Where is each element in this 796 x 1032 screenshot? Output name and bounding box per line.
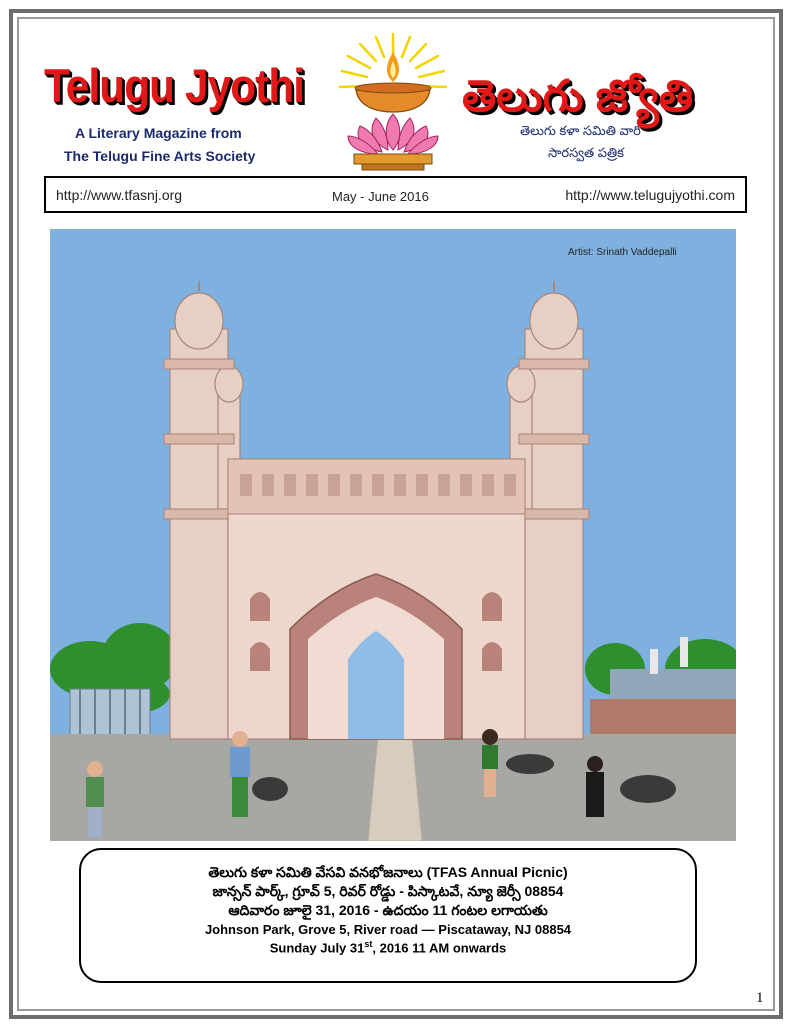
notice-line3: ఆదివారం జూలై 31, 2016 - ఉదయం 11 గంటల లగాయతు [228,902,548,918]
person-far-left [86,761,104,837]
notice-line2: జాన్సన్ పార్క్, గ్రూవ్ 5, రివర్ రోడ్డు - పిస్కాటవే, న్యూ జెర్సీ 08854 [212,883,564,899]
telugujyothi-website-link[interactable]: http://www.telugujyothi.com [565,187,735,203]
subtitle-line1: A Literary Magazine from [75,125,242,141]
telugu-subtitle-line2: సారస్వత పత్రిక [548,145,624,160]
notice-line5-suffix: st [364,939,373,949]
person-right [586,756,604,817]
tfas-website-link[interactable]: http://www.tfasnj.org [56,187,183,203]
page-number: 1 [756,990,764,1006]
oil-lamp-on-lotus-icon [334,30,452,172]
magazine-title-english: Telugu Jyothi [44,59,305,112]
issue-date: May - June 2016 [332,189,429,204]
magazine-title-telugu: తెలుగు జ్యోతి [462,72,694,121]
person-center [482,729,498,797]
notice-line5-time: , 2016 11 AM onwards [372,940,507,956]
notice-line4: Johnson Park, Grove 5, River road — Piscataway, NJ 08854 [204,922,572,937]
notice-line5 [81,939,695,955]
artist-credit: Artist: Srinath Vaddepalli [568,247,677,258]
cover-painting-charminar [50,229,736,841]
notice-line5-date: Sunday July 31 [269,940,365,956]
picnic-notice-box [79,848,697,983]
telugu-subtitle-line1: తెలుగు కళా సమితి వారి [520,123,641,138]
subtitle-line2: The Telugu Fine Arts Society [64,148,256,164]
notice-line1: తెలుగు కళా సమితి వేసవి వనభోజనాలు (TFAS Annual Picnic) [208,864,568,880]
url-bar [44,176,747,213]
